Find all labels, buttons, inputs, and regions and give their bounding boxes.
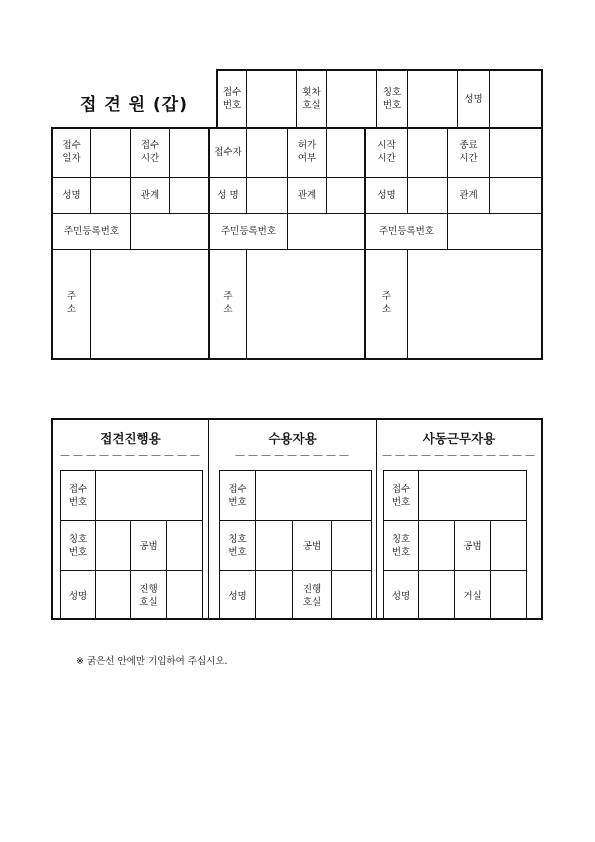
rule <box>326 128 327 213</box>
label-address-1: 주 소 <box>66 291 77 315</box>
slip-title-visit: 접견진행용 <box>100 431 161 446</box>
slip-label-room: 진행 호실 <box>139 584 158 608</box>
header-label-name: 성명 <box>464 94 483 105</box>
rule <box>219 470 371 471</box>
slip-title-underline: －－－－－－－－－ <box>233 449 351 463</box>
rule <box>454 520 455 618</box>
rule <box>541 69 543 360</box>
slip-label-title-number: 칭호 번호 <box>391 534 411 558</box>
slip-title-inmate: 수용자용 <box>268 431 317 446</box>
rule <box>51 358 543 360</box>
rule <box>219 520 371 521</box>
slip-label-intake-number: 접수 번호 <box>391 484 411 508</box>
slip-label-accomplice: 공범 <box>139 541 158 552</box>
slip-label-name: 성명 <box>391 591 411 602</box>
header-label-round-room: 횟차 호실 <box>302 87 321 111</box>
label-relation-1: 관계 <box>140 190 160 201</box>
slip-label-room: 진행 호실 <box>302 584 322 608</box>
rule <box>246 128 247 213</box>
label-end-time: 종료 시간 <box>459 140 478 164</box>
rule <box>60 570 202 571</box>
label-resident-id-3: 주민등록번호 <box>378 226 435 237</box>
rule <box>60 520 202 521</box>
label-receiver: 접수자 <box>214 147 242 158</box>
rule <box>418 470 419 618</box>
label-name-2: 성 명 <box>217 190 239 201</box>
rule <box>447 213 448 249</box>
slip-label-title-number: 칭호 번호 <box>228 534 247 558</box>
label-relation-3: 관계 <box>459 190 478 201</box>
slip-label-room: 거실 <box>463 591 482 602</box>
label-address-3: 주 소 <box>381 291 392 315</box>
slip-label-title-number: 칭호 번호 <box>68 534 88 558</box>
rule <box>407 70 408 128</box>
slip-label-name: 성명 <box>228 591 247 602</box>
rule <box>407 128 408 213</box>
label-resident-id-1: 주민등록번호 <box>63 226 120 237</box>
slip-label-name: 성명 <box>68 591 88 602</box>
slip-label-intake-number: 접수 번호 <box>228 484 247 508</box>
label-start-time: 시작 시간 <box>377 140 396 164</box>
rule <box>407 249 408 359</box>
header-label-title-number: 칭호 번호 <box>382 87 402 111</box>
rule <box>52 213 542 214</box>
rule <box>90 128 91 213</box>
label-permission: 허가 여부 <box>297 140 317 164</box>
rule <box>383 470 526 471</box>
label-address-2: 주 소 <box>223 291 233 315</box>
rule <box>371 470 372 618</box>
rule <box>489 70 490 128</box>
rule <box>208 128 210 359</box>
rule <box>541 418 543 620</box>
rule <box>60 470 202 471</box>
label-name-1: 성명 <box>62 190 81 201</box>
rule <box>169 128 170 213</box>
rule <box>51 418 543 420</box>
rule <box>51 127 543 129</box>
rule <box>95 470 96 618</box>
rule <box>216 69 543 71</box>
rule <box>202 470 203 618</box>
rule <box>331 520 332 618</box>
rule <box>52 177 542 178</box>
rule <box>130 213 131 249</box>
slip-title-ward-officer: 사동근무자용 <box>422 431 496 446</box>
label-intake-date: 접수 일자 <box>62 140 81 164</box>
rule <box>246 70 247 128</box>
label-resident-id-2: 주민등록번호 <box>220 226 277 237</box>
rule <box>287 213 288 249</box>
instruction-note: ※ 굵은선 안에만 기입하여 주십시오. <box>76 656 228 667</box>
slip-label-intake-number: 접수 번호 <box>68 484 88 508</box>
rule <box>52 249 542 250</box>
rule <box>326 70 327 128</box>
label-intake-time: 접수 시간 <box>140 140 160 164</box>
rule <box>90 249 91 359</box>
rule <box>489 128 490 213</box>
rule <box>219 570 371 571</box>
rule <box>166 520 167 618</box>
rule <box>255 470 256 618</box>
label-name-3: 성명 <box>377 190 396 201</box>
slip-title-underline: －－－－－－－－－－－ <box>58 449 202 463</box>
rule <box>246 249 247 359</box>
rule <box>526 470 527 618</box>
form-title: 접 견 원 (갑) <box>80 95 188 115</box>
rule <box>490 520 491 618</box>
slip-label-accomplice: 공범 <box>302 541 322 552</box>
slip-title-underline: －－－－－－－－－－－－ <box>380 449 537 463</box>
label-relation-2: 관계 <box>297 190 317 201</box>
slip-label-accomplice: 공범 <box>463 541 482 552</box>
rule <box>51 618 543 620</box>
header-label-intake-number: 접수 번호 <box>222 87 242 111</box>
